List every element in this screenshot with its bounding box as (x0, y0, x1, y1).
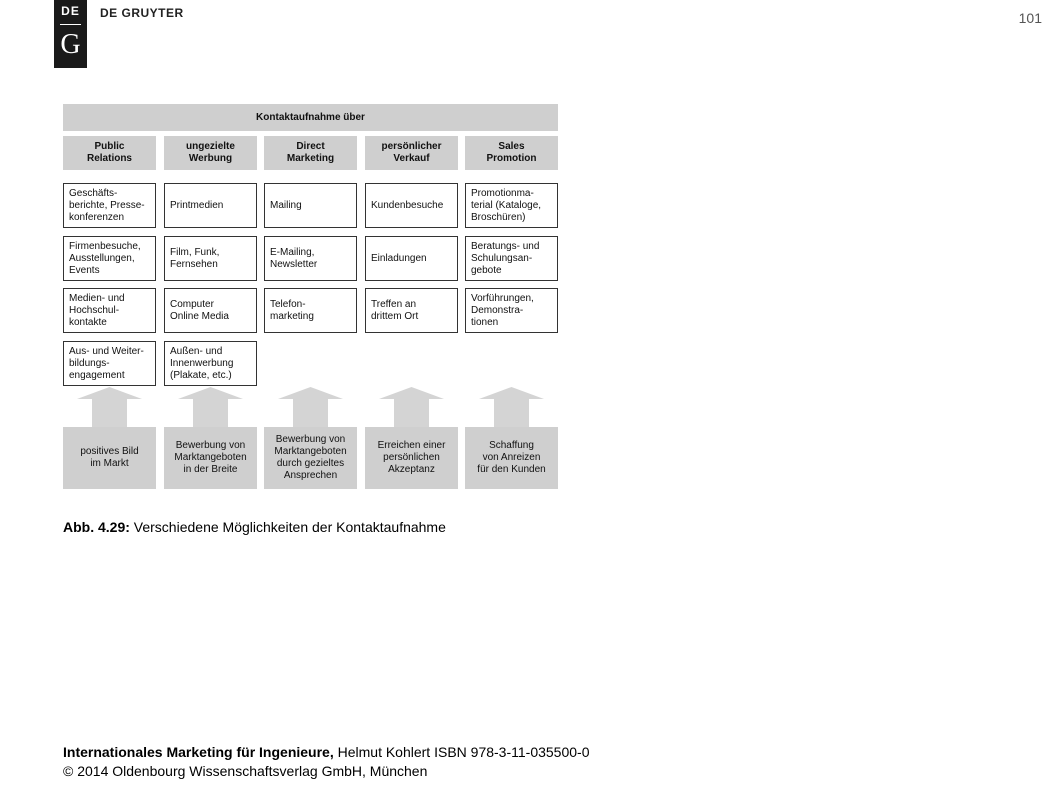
channel-item: Film, Funk, Fernsehen (164, 236, 257, 281)
goal-box: positives Bild im Markt (63, 427, 156, 489)
channel-item: Treffen an drittem Ort (365, 288, 458, 333)
logo-g-text: G (60, 29, 81, 60)
caption-text: Verschiedene Möglichkeiten der Kontaktaufnahme (129, 519, 446, 535)
goal-box: Erreichen einer persönlichen Akzeptanz (365, 427, 458, 489)
footer-citation (63, 743, 590, 762)
channel-item: Telefon- marketing (264, 288, 357, 333)
channel-item: Beratungs- und Schulungsan- gebote (465, 236, 558, 281)
channel-header: persönlicher Verkauf (365, 136, 458, 170)
channel-header: Public Relations (63, 136, 156, 170)
goal-box: Bewerbung von Marktangeboten in der Breite (164, 427, 257, 489)
channel-header: Direct Marketing (264, 136, 357, 170)
channel-item: Kundenbesuche (365, 183, 458, 228)
footer-copyright: © 2014 Oldenbourg Wissenschaftsverlag GmbH, München (63, 763, 428, 779)
channel-item: Vorführungen, Demonstra- tionen (465, 288, 558, 333)
page-number: 101 (1018, 10, 1042, 26)
channel-item: Promotionma- terial (Kataloge, Broschüren) (465, 183, 558, 228)
contact-diagram (63, 104, 558, 490)
figure-caption (63, 519, 446, 535)
up-arrow-icon (264, 387, 357, 428)
up-arrow-icon (465, 387, 558, 428)
de-gruyter-logo (54, 0, 87, 68)
channel-item: Firmenbesuche, Ausstellungen, Events (63, 236, 156, 281)
logo-de-text: DE (61, 4, 80, 18)
logo-divider (60, 24, 81, 25)
caption-label: Abb. 4.29: (63, 519, 130, 535)
publisher-name: DE GRUYTER (100, 6, 184, 20)
book-title: Internationales Marketing für Ingenieure, (63, 744, 334, 760)
goal-box: Bewerbung von Marktangeboten durch gezieltes Ansprechen (264, 427, 357, 489)
goal-box: Schaffung von Anreizen für den Kunden (465, 427, 558, 489)
channel-item: Printmedien (164, 183, 257, 228)
page-footer (63, 743, 590, 781)
channel-item: E-Mailing, Newsletter (264, 236, 357, 281)
channel-item: Außen- und Innenwerbung (Plakate, etc.) (164, 341, 257, 386)
channel-item: Aus- und Weiter- bildungs- engagement (63, 341, 156, 386)
channel-header: ungezielte Werbung (164, 136, 257, 170)
up-arrow-icon (365, 387, 458, 428)
channel-item: Computer Online Media (164, 288, 257, 333)
up-arrow-icon (164, 387, 257, 428)
channel-item: Geschäfts- berichte, Presse- konferenzen (63, 183, 156, 228)
up-arrow-icon (63, 387, 156, 428)
diagram-title: Kontaktaufnahme über (63, 104, 558, 131)
channel-item: Mailing (264, 183, 357, 228)
channel-header: Sales Promotion (465, 136, 558, 170)
book-details: Helmut Kohlert ISBN 978-3-11-035500-0 (333, 744, 590, 760)
channel-item: Einladungen (365, 236, 458, 281)
channel-item: Medien- und Hochschul- kontakte (63, 288, 156, 333)
